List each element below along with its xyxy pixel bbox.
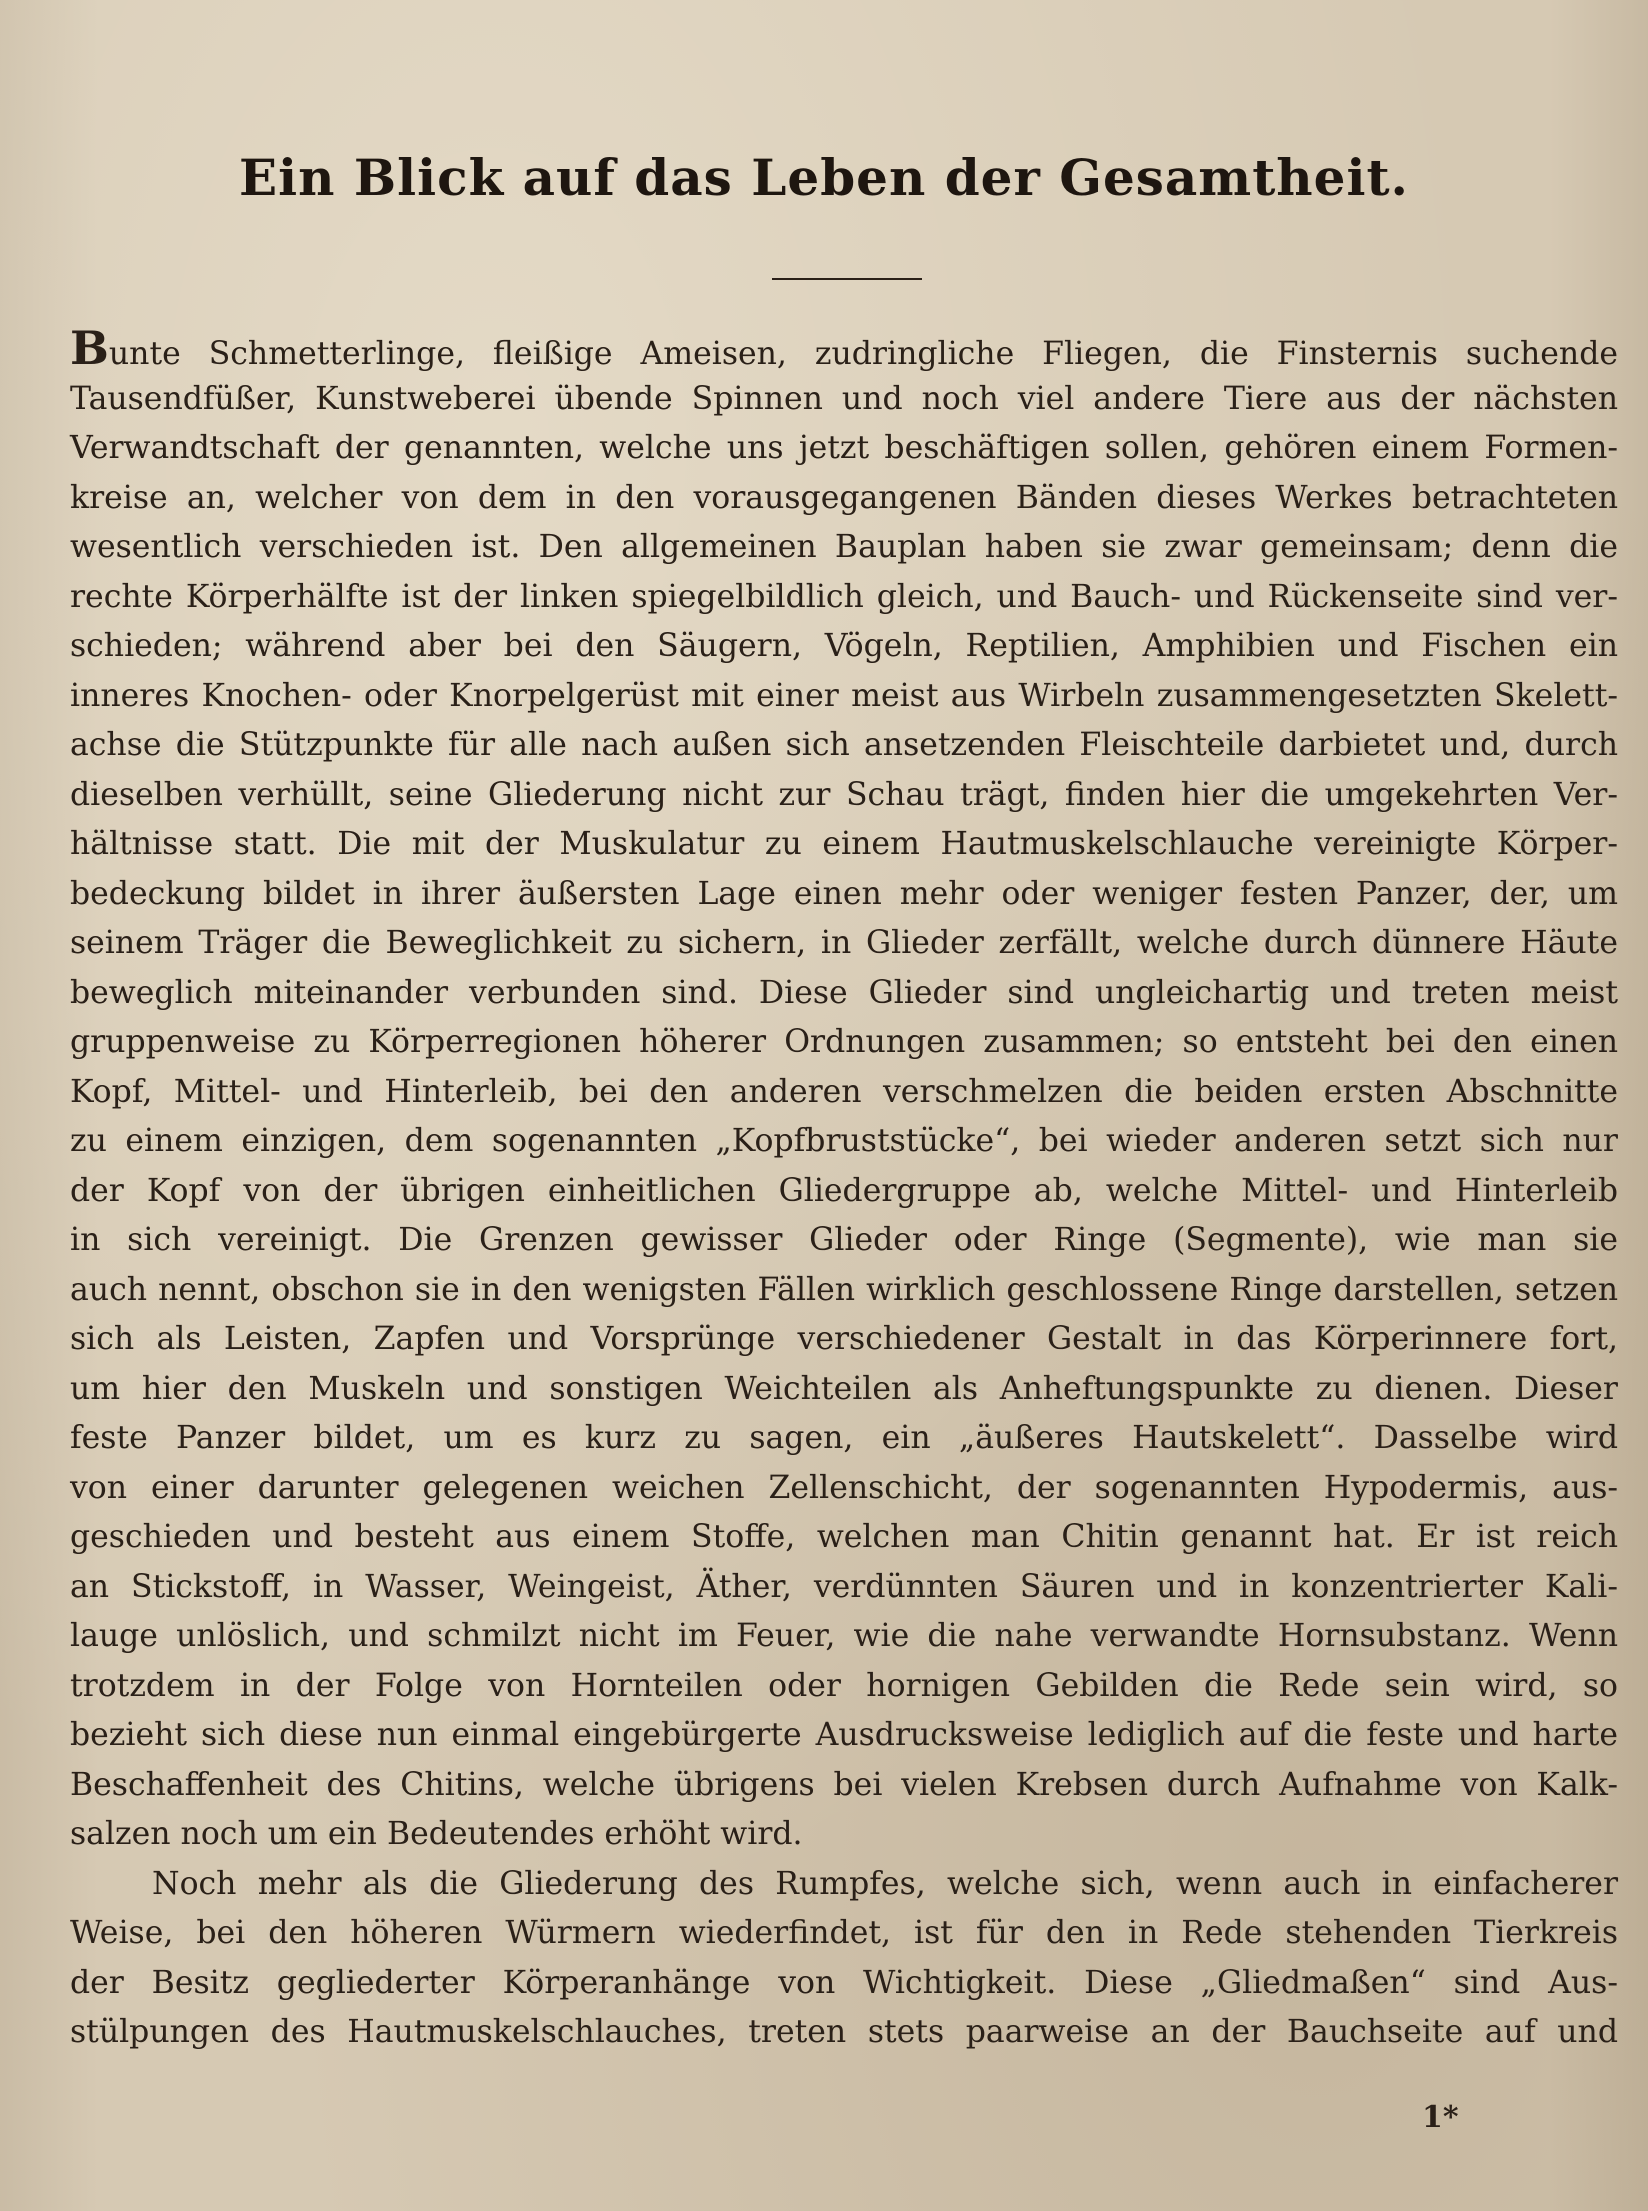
text-line: auch nennt, obschon sie in den wenigsten Fällen wirklich geschlossene Ringe darstellen, setzen [70,1271,1618,1308]
text-line: geschieden und besteht aus einem Stoffe, welchen man Chitin genannt hat. Er ist reich [70,1519,1618,1555]
text-line: hältnisse statt. Die mit der Muskulatur zu einem Hautmuskelschlauche vereinigte Körper- [70,826,1618,862]
page-number: 1* [1422,2100,1459,2135]
text-line: Noch mehr als die Gliederung des Rumpfes, welche sich, wenn auch in einfacherer [152,1865,1618,1902]
text-line: an Stickstoff, in Wasser, Weingeist, Äther, verdünnten Säuren und in konzentrierter Kali- [70,1568,1618,1605]
text-line: sich als Leisten, Zapfen und Vorsprünge verschiedener Gestalt in das Körperinnere fort, [70,1321,1618,1357]
text-line: der Kopf von der übrigen einheitlichen Gliedergruppe ab, welche Mittel- und Hinterleib [70,1172,1618,1209]
text-line: feste Panzer bildet, um es kurz zu sagen, ein „äußeres Hautskelett“. Dasselbe wird [70,1420,1618,1456]
text-line: um hier den Muskeln und sonstigen Weichteilen als Anheftungspunkte zu dienen. Dieser [70,1370,1618,1407]
text-line: Kopf, Mittel- und Hinterleib, bei den anderen verschmelzen die beiden ersten Abschnitte [70,1073,1618,1110]
text-line: Tausendfüßer, Kunstweberei übende Spinnen und noch viel andere Tiere aus der nächsten [70,380,1618,417]
text-line: Verwandtschaft der genannten, welche uns jetzt beschäftigen sollen, gehören einem Formen- [70,430,1618,466]
text-line: lauge unlöslich, und schmilzt nicht im Feuer, wie die nahe verwandte Hornsubstanz. Wenn [70,1618,1618,1654]
text-line: seinem Träger die Beweglichkeit zu sichern, in Glieder zerfällt, welche durch dünnere Häute [70,925,1618,961]
text-line: trotzdem in der Folge von Hornteilen oder hornigen Gebilden die Rede sein wird, so [70,1667,1618,1704]
title-divider [772,278,922,280]
text-line: der Besitz gegliederter Körperanhänge von Wichtigkeit. Diese „Gliedmaßen“ sind Aus- [70,1964,1618,2001]
text-line: bezieht sich diese nun einmal eingebürgerte Ausdrucksweise lediglich auf die feste und harte [70,1717,1618,1753]
chapter-title: Ein Blick auf das Leben der Gesamtheit. [239,148,1409,207]
text-line: Bunte Schmetterlinge, fleißige Ameisen, zudringliche Fliegen, die Finsternis suchende [70,321,1618,375]
text-line: Weise, bei den höheren Würmern wiederfindet, ist für den in Rede stehenden Tierkreis [70,1915,1618,1951]
text-line: schieden; während aber bei den Säugern, Vögeln, Reptilien, Amphibien und Fischen ein [70,628,1618,664]
text-line: inneres Knochen- oder Knorpelgerüst mit einer meist aus Wirbeln zusammengesetzten Skelett- [70,677,1618,714]
text-line: beweglich miteinander verbunden sind. Diese Glieder sind ungleichartig und treten meist [70,974,1618,1011]
text-line: bedeckung bildet in ihrer äußersten Lage einen mehr oder weniger festen Panzer, der, um [70,875,1618,912]
text-line: kreise an, welcher von dem in den vorausgegangenen Bänden dieses Werkes betrachteten [70,479,1618,516]
text-line: dieselben verhüllt, seine Gliederung nicht zur Schau trägt, finden hier die umgekehrten Ver- [70,776,1618,813]
text-line: salzen noch um ein Bedeutendes erhöht wird. [70,1816,803,1852]
text-line: wesentlich verschieden ist. Den allgemeinen Bauplan haben sie zwar gemeinsam; denn die [70,529,1618,565]
text-line: stülpungen des Hautmuskelschlauches, treten stets paarweise an der Bauchseite auf und [70,2014,1618,2050]
text-line: von einer darunter gelegenen weichen Zellenschicht, der sogenannten Hypodermis, aus- [70,1469,1618,1506]
body-text [70,321,1618,2058]
text-line: rechte Körperhälfte ist der linken spiegelbildlich gleich, und Bauch- und Rückenseite sind ver- [70,578,1618,615]
text-line: in sich vereinigt. Die Grenzen gewisser Glieder oder Ringe (Segmente), wie man sie [70,1222,1618,1258]
text-line: gruppenweise zu Körperregionen höherer Ordnungen zusammen; so entsteht bei den einen [70,1024,1618,1060]
text-line: achse die Stützpunkte für alle nach außen sich ansetzenden Fleischteile darbietet und, durch [70,727,1618,763]
drop-initial: B [70,321,109,375]
text-line: zu einem einzigen, dem sogenannten „Kopfbruststücke“, bei wieder anderen setzt sich nur [70,1123,1618,1159]
text-line: Beschaffenheit des Chitins, welche übrigens bei vielen Krebsen durch Aufnahme von Kalk- [70,1766,1618,1803]
